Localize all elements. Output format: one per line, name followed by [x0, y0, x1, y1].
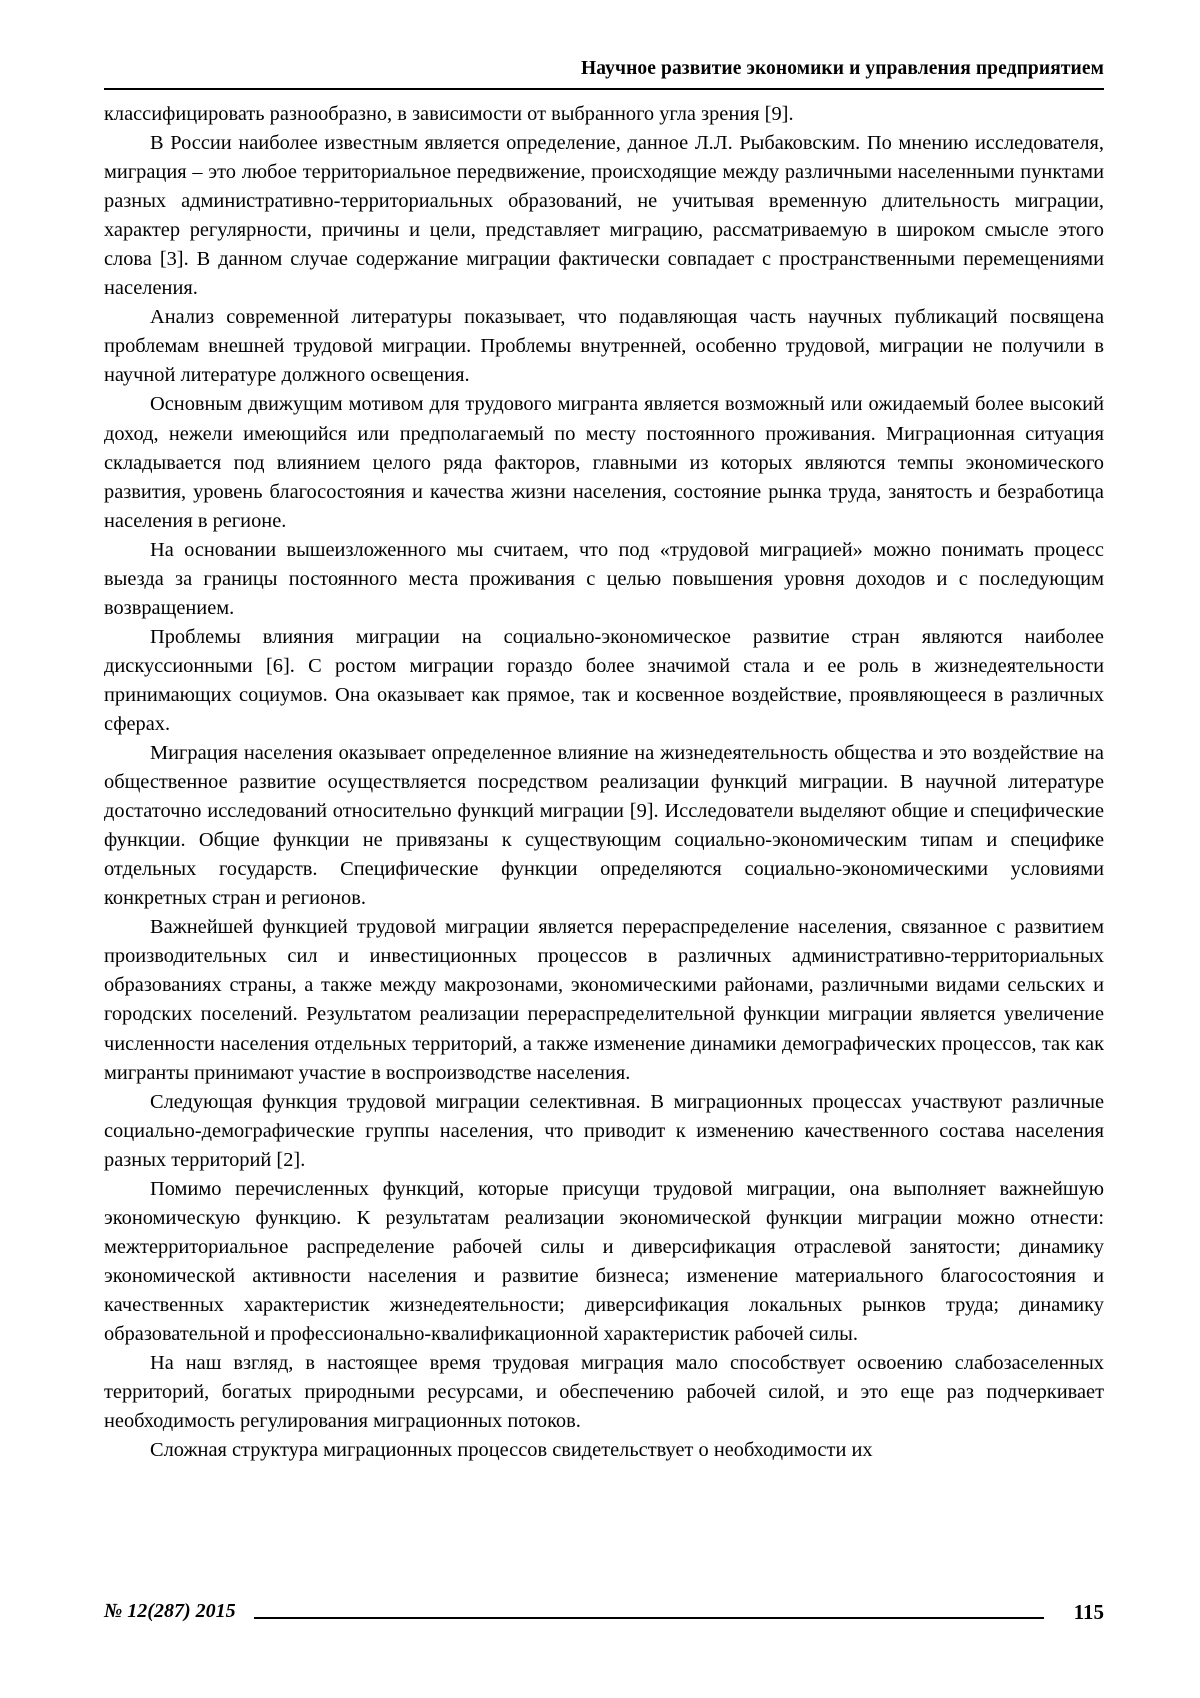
- paragraph: На наш взгляд, в настоящее время трудовая миграция мало способствует освоению слабозаселенных территорий, богатых природными ресурсами, и обеспечению рабочей силой, и это еще раз подчеркивает необходимость регулирования миграционных потоков.: [104, 1352, 1104, 1433]
- body-text: [104, 100, 1104, 1465]
- paragraph: Следующая функция трудовой миграции селективная. В миграционных процессах участвуют различные социально-демографические группы населения, что приводит к изменению качественного состава населения разных территорий [2].: [104, 1090, 1104, 1171]
- page-footer: [104, 1600, 1104, 1626]
- paragraph: Анализ современной литературы показывает, что подавляющая часть научных публикаций посвящена проблемам внешней трудовой миграции. Проблемы внутренней, особенно трудовой, миграции не получили в научной литературе должного освещения.: [104, 306, 1104, 387]
- paragraph: Основным движущим мотивом для трудового мигранта является возможный или ожидаемый более высокий доход, нежели имеющийся или предполагаемый по месту постоянного проживания. Миграционная ситуация складывается под влиянием целого ряда факторов, главными из которых являются темпы экономического развития, уровень благосостояния и качества жизни населения, состояние рынка труда, занятость и безработица населения в регионе.: [104, 393, 1104, 532]
- paragraph: На основании вышеизложенного мы считаем, что под «трудовой миграцией» можно понимать процесс выезда за границы постоянного места проживания с целью повышения уровня доходов и с последующим возвращением.: [104, 538, 1104, 619]
- issue-label: № 12(287) 2015: [104, 1600, 236, 1622]
- paragraph: В России наиболее известным является определение, данное Л.Л. Рыбаковским. По мнению исследователя, миграция – это любое территориальное передвижение, происходящие между различными населенными пунктами разных административно-территориальных образований, не учитывая временную длительность миграции, характер регулярности, причины и цели, представляет миграцию, рассматриваемую в широком смысле этого слова [3]. В данном случае содержание миграции фактически совпадает с пространственными перемещениями населения.: [104, 132, 1104, 300]
- footer-divider: [254, 1617, 1044, 1619]
- running-head: Научное развитие экономики и управления предприятием: [581, 58, 1104, 79]
- paragraph: классифицировать разнообразно, в зависимости от выбранного угла зрения [9].: [104, 103, 794, 125]
- page-number: 115: [1073, 1600, 1104, 1624]
- header-divider: [104, 88, 1104, 90]
- paragraph: Миграция населения оказывает определенное влияние на жизнедеятельность общества и это воздействие на общественное развитие осуществляется посредством реализации функций миграции. В научной литературе достаточно исследований относительно функций миграции [9]. Исследователи выделяют общие и специфические функции. Общие функции не привязаны к существующим социально-экономическим типам и специфике отдельных государств. Специфические функции определяются социально-экономическими условиями конкретных стран и регионов.: [104, 742, 1104, 910]
- paragraph: Проблемы влияния миграции на социально-экономическое развитие стран являются наиболее дискуссионными [6]. С ростом миграции гораздо более значимой стала и ее роль в жизнедеятельности принимающих социумов. Она оказывает как прямое, так и косвенное воздействие, проявляющееся в различных сферах.: [104, 625, 1104, 735]
- paragraph: Сложная структура миграционных процессов свидетельствует о необходимости их: [150, 1439, 873, 1462]
- paragraph: Важнейшей функцией трудовой миграции является перераспределение населения, связанное с развитием производительных сил и инвестиционных процессов в различных административно-территориальных образованиях страны, а также между макрозонами, экономическими районами, различными видами сельских и городских поселений. Результатом реализации перераспределительной функции миграции является увеличение численности населения отдельных территорий, а также изменение динамики демографических процессов, так как мигранты принимают участие в воспроизводстве населения.: [104, 916, 1104, 1084]
- paragraph: Помимо перечисленных функций, которые присущи трудовой миграции, она выполняет важнейшую экономическую функцию. К результатам реализации экономической функции миграции можно отнести: межтерриториальное распределение рабочей силы и диверсификация отраслевой занятости; динамику экономической активности населения и развитие бизнеса; изменение материального благосостояния и качественных характеристик жизнедеятельности; диверсификация локальных рынков труда; динамику образовательной и профессионально-квалификационной характеристик рабочей силы.: [104, 1177, 1104, 1345]
